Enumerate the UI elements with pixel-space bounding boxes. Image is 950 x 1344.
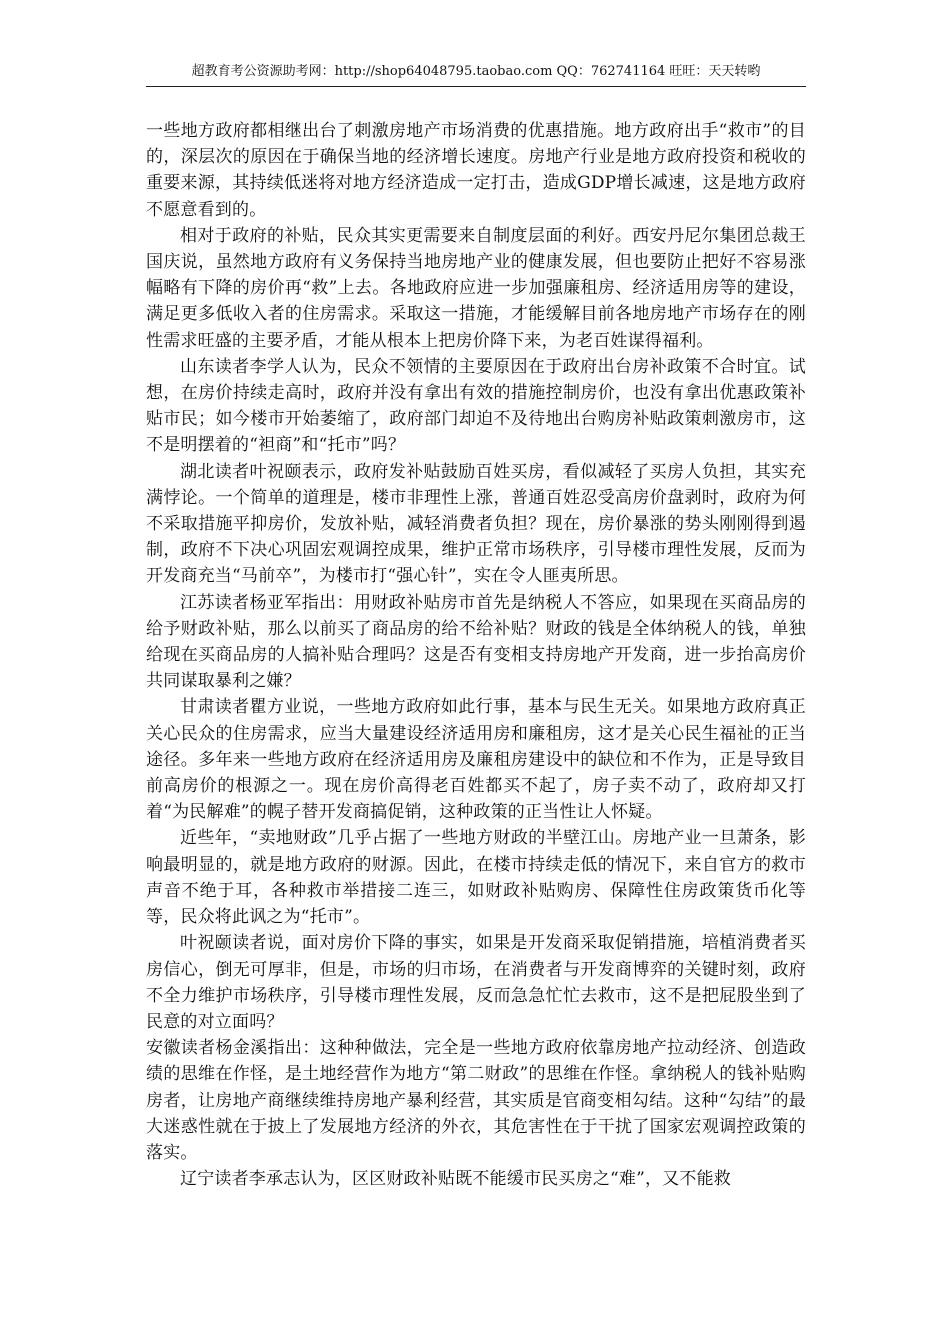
paragraph-1: 一些地方政府都相继出台了刺激房地产市场消费的优惠措施。地方政府出手“救市”的目的，深层次的原因在于确保当地的经济增长速度。房地产行业是地方政府投资和税收的重要来源，其持续低迷将对地方经济造成一定打击，造成GDP增长减速，这是地方政府不愿意看到的。 — [146, 121, 806, 220]
paragraph-2: 相对于政府的补贴，民众其实更需要来自制度层面的利好。西安丹尼尔集团总裁王国庆说，虽然地方政府有义务保持当地房地产业的健康发展，但也要防止把好不容易涨幅略有下降的房价再“救”上去。各地政府应进一步加强廉租房、经济适用房等的建设，满足更多低收入者的住房需求。采取这一措施，才能缓解目前各地房地产市场存在的刚性需求旺盛的主要矛盾，才能从根本上把房价降下来，为老百姓谋得福利。 — [146, 225, 806, 351]
paragraph-10: 辽宁读者李承志认为，区区财政补贴既不能缓市民买房之“难”，又不能救 — [180, 1169, 731, 1190]
paragraph-6: 甘肃读者瞿方业说，一些地方政府如此行事，基本与民生无关。如果地方政府真正关心民众的住房需求，应当大量建设经济适用房和廉租房，这才是关心民生福祉的正当途径。多年来一些地方政府在经济适用房及廉租房建设中的缺位和不作为，正是导致目前高房价的根源之一。现在房价高得老百姓都买不起了，房子卖不动了，政府却又打着“为民解难”的幌子替开发商搞促销，这种政策的正当性让人怀疑。 — [146, 697, 806, 823]
page-header: 超教育考公资源助考网：http://shop64048795.taobao.com QQ：762741164 旺旺：天天转哟 — [191, 64, 761, 79]
paragraph-5: 江苏读者杨亚军指出：用财政补贴房市首先是纳税人不答应，如果现在买商品房的给予财政补贴，那么以前买了商品房的给不给补贴？财政的钱是全体纳税人的钱，单独给现在买商品房的人搞补贴合理吗？这是否有变相支持房地产开发商，进一步抬高房价共同谋取暴利之嫌？ — [146, 592, 806, 692]
paragraph-7: 近些年，“卖地财政”几乎占据了一些地方财政的半壁江山。房地产业一旦萧条，影响最明显的，就是地方政府的财源。因此，在楼市持续走低的情况下，来自官方的救市声音不绝于耳，各种救市举措接二连三，如财政补贴购房、保障性住房政策货币化等等，民众将此讽之为“托市”。 — [146, 828, 806, 928]
article-body — [146, 118, 806, 1192]
paragraph-3: 山东读者李学人认为，民众不领情的主要原因在于政府出台房补政策不合时宜。试想，在房价持续走高时，政府并没有拿出有效的措施控制房价，也没有拿出优惠政策补贴市民；如今楼市开始萎缩了，政府部门却迫不及待地出台购房补贴政策刺激房市，这不是明摆着的“袒商”和“托市”吗？ — [146, 356, 806, 456]
paragraph-9: 安徽读者杨金溪指出：这种种做法，完全是一些地方政府依靠房地产拉动经济、创造政绩的思维在作怪，是土地经营作为地方“第二财政”的思维在作怪。拿纳税人的钱补贴购房者，让房地产商继续维持房地产暴利经营，其实质是官商变相勾结。这种“勾结”的最大迷惑性就在于披上了发展地方经济的外衣，其危害性在于干扰了国家宏观调控政策的落实。 — [146, 1038, 806, 1163]
header-divider — [146, 86, 806, 87]
paragraph-8: 叶祝颐读者说，面对房价下降的事实，如果是开发商采取促销措施，培植消费者买房信心，倒无可厚非，但是，市场的归市场，在消费者与开发商博弈的关键时刻，政府不全力维护市场秩序，引导楼市理性发展，反而急急忙忙去救市，这不是把屁股坐到了民意的对立面吗？ — [146, 933, 806, 1032]
paragraph-4: 湖北读者叶祝颐表示，政府发补贴鼓励百姓买房，看似减轻了买房人负担，其实充满悖论。一个简单的道理是，楼市非理性上涨，普通百姓忍受高房价盘剥时，政府为何不采取措施平抑房价，发放补贴，减轻消费者负担？现在，房价暴涨的势头刚刚得到遏制，政府不下决心巩固宏观调控成果，维护正常市场秩序，引导楼市理性发展，反而为开发商充当“马前卒”，为楼市打“强心针”，实在令人匪夷所思。 — [146, 461, 806, 587]
